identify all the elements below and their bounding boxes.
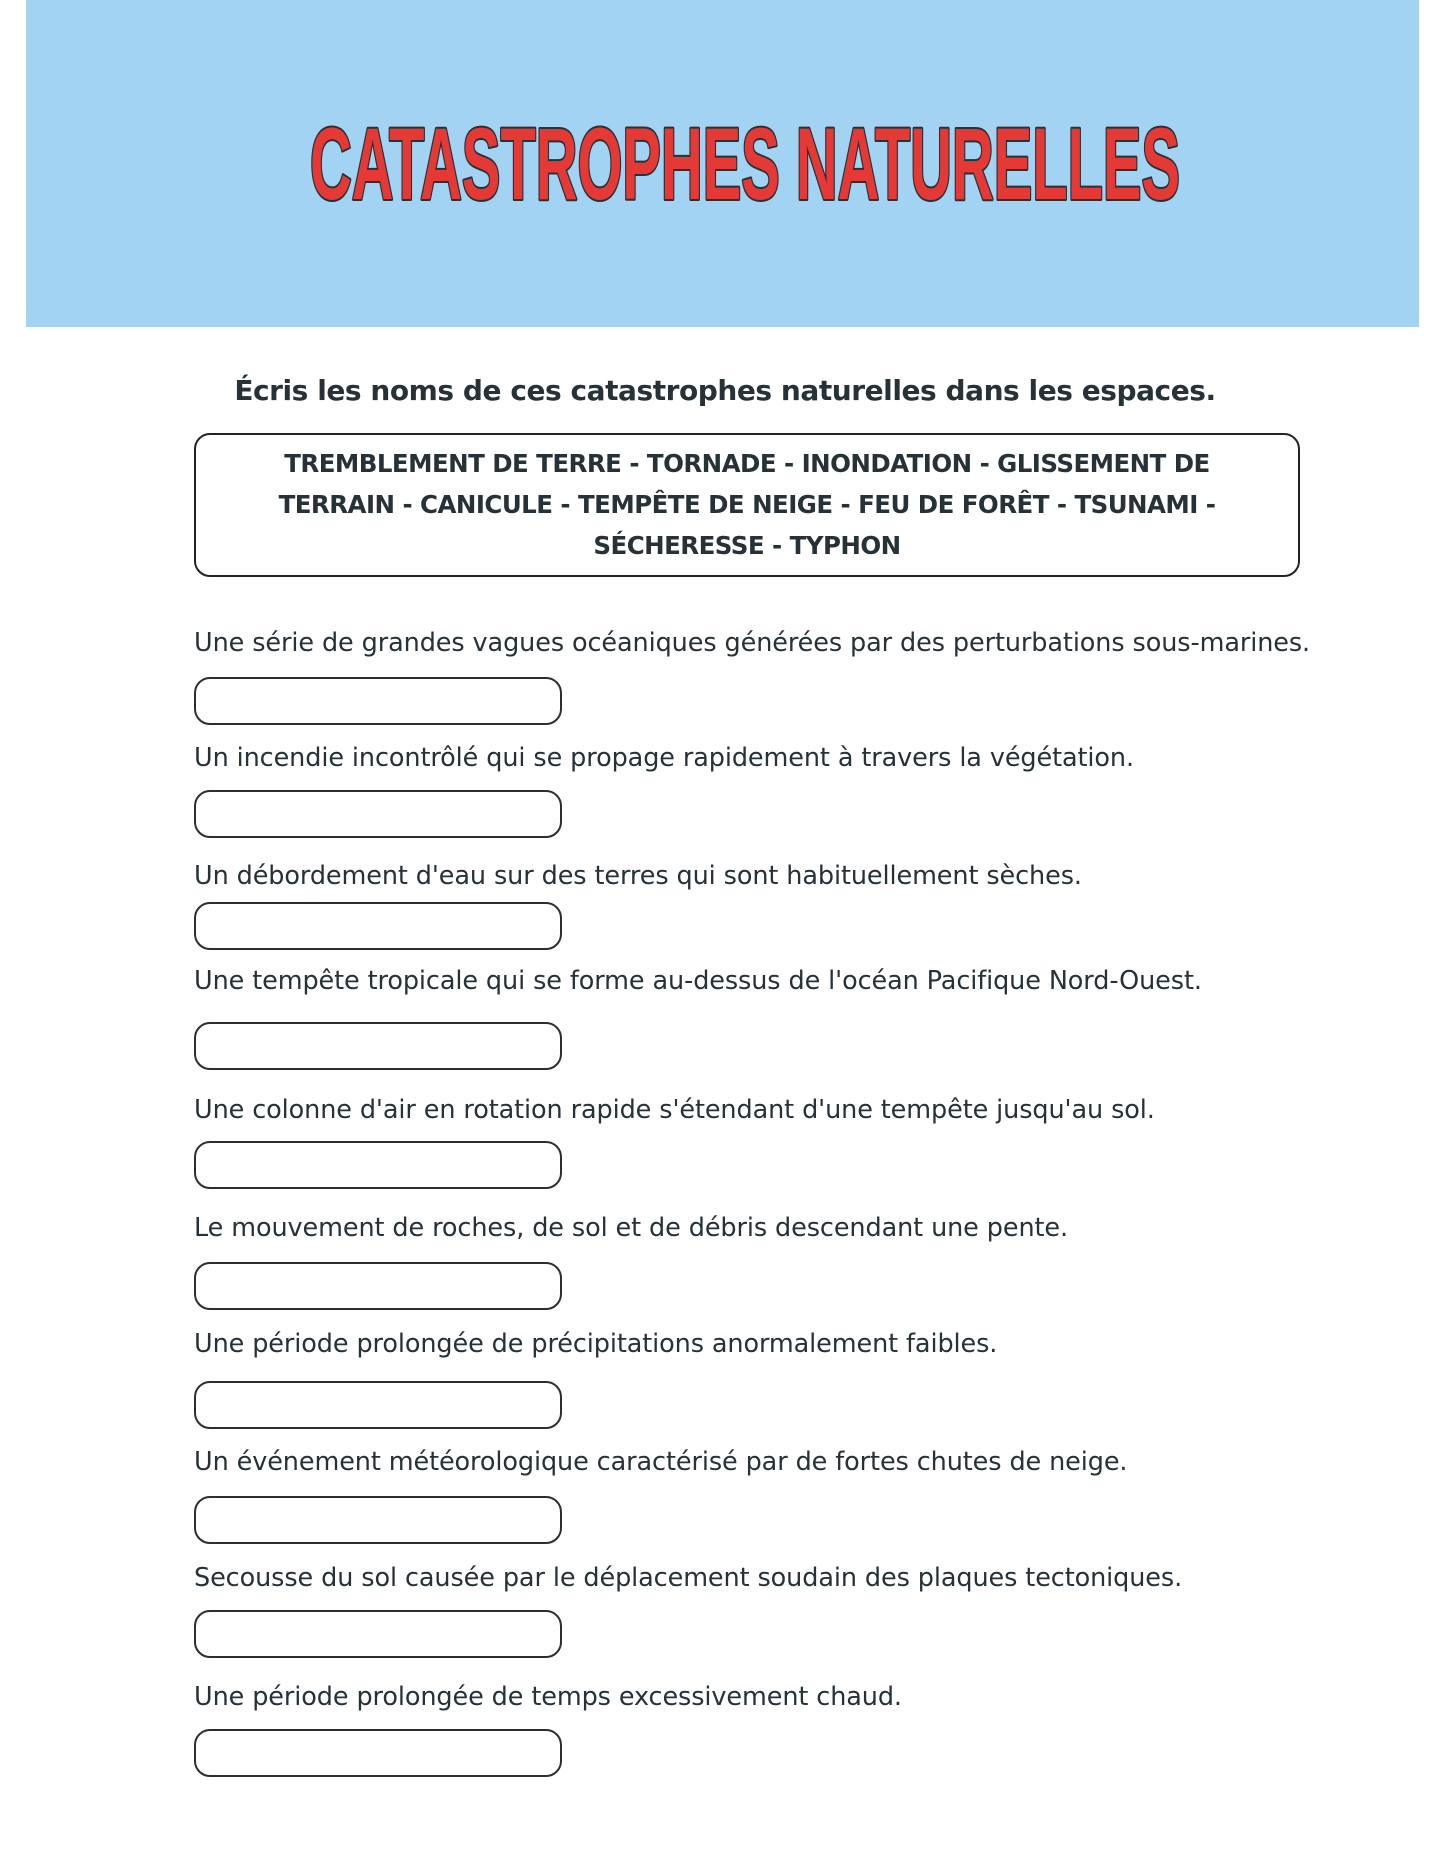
answer-field-3[interactable] xyxy=(194,902,562,950)
question-prompt-8: Un événement météorologique caractérisé par de fortes chutes de neige. xyxy=(194,1447,1128,1477)
question-prompt-6: Le mouvement de roches, de sol et de débris descendant une pente. xyxy=(194,1213,1069,1243)
worksheet-title: CATASTROPHES NATURELLES xyxy=(310,107,1180,221)
answer-field-1[interactable] xyxy=(194,677,562,725)
question-prompt-10: Une période prolongée de temps excessivement chaud. xyxy=(194,1682,902,1712)
answer-field-2[interactable] xyxy=(194,790,562,838)
question-prompt-7: Une période prolongée de précipitations anormalement faibles. xyxy=(194,1329,998,1359)
answer-field-6[interactable] xyxy=(194,1262,562,1310)
instruction-text: Écris les noms de ces catastrophes naturelles dans les espaces. xyxy=(234,374,1216,407)
question-prompt-2: Un incendie incontrôlé qui se propage rapidement à travers la végétation. xyxy=(194,743,1134,773)
answer-field-7[interactable] xyxy=(194,1381,562,1429)
title-banner xyxy=(26,0,1419,327)
question-prompt-9: Secousse du sol causée par le déplacement soudain des plaques tectoniques. xyxy=(194,1563,1183,1593)
word-bank-box xyxy=(194,433,1300,577)
question-prompt-1: Une série de grandes vagues océaniques générées par des perturbations sous-marines. xyxy=(194,628,1311,658)
answer-field-5[interactable] xyxy=(194,1141,562,1189)
answer-field-9[interactable] xyxy=(194,1610,562,1658)
question-prompt-3: Un débordement d'eau sur des terres qui sont habituellement sèches. xyxy=(194,861,1082,891)
question-prompt-4: Une tempête tropicale qui se forme au-dessus de l'océan Pacifique Nord-Ouest. xyxy=(194,966,1202,996)
word-bank-line: SÉCHERESSE - TYPHON xyxy=(593,531,901,560)
answer-field-8[interactable] xyxy=(194,1496,562,1544)
title-graphic xyxy=(26,0,1419,327)
answer-field-10[interactable] xyxy=(194,1729,562,1777)
word-bank-line: TREMBLEMENT DE TERRE - TORNADE - INONDATION - GLISSEMENT DE xyxy=(284,449,1210,478)
question-prompt-5: Une colonne d'air en rotation rapide s'étendant d'une tempête jusqu'au sol. xyxy=(194,1095,1155,1125)
answer-field-4[interactable] xyxy=(194,1022,562,1070)
word-bank-line: TERRAIN - CANICULE - TEMPÊTE DE NEIGE - FEU DE FORÊT - TSUNAMI - xyxy=(278,490,1216,519)
